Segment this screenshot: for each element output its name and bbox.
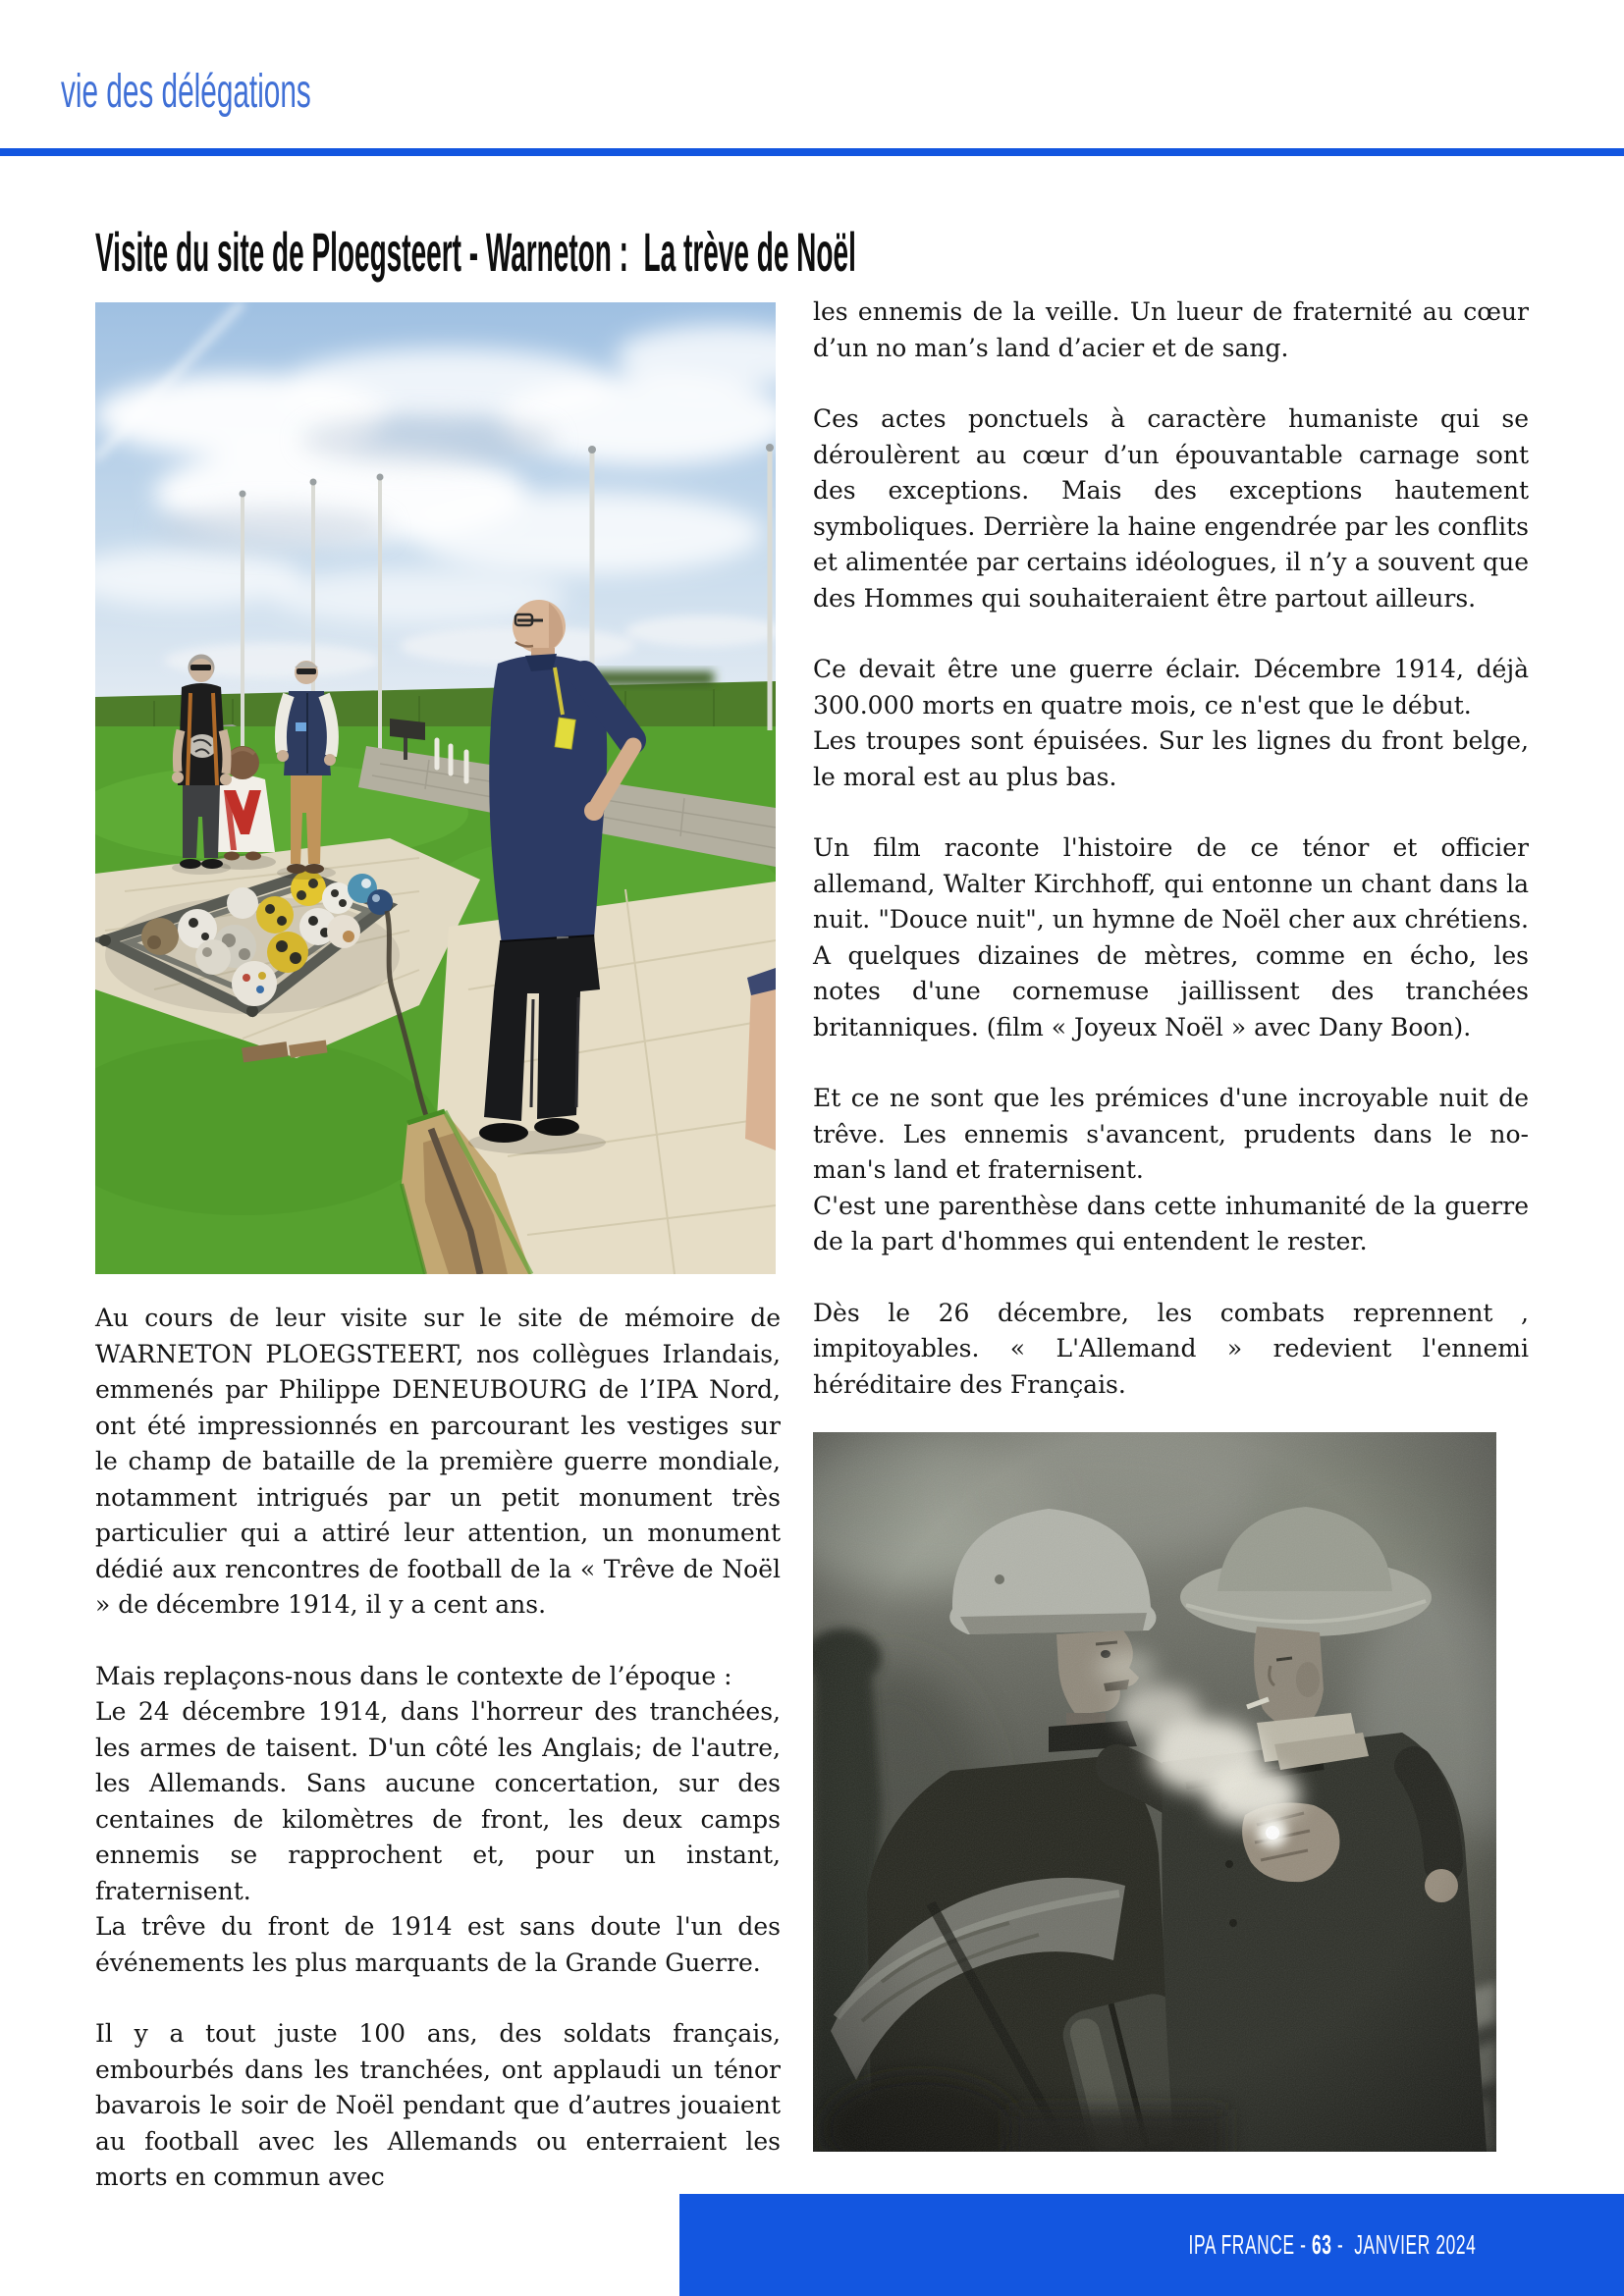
paragraph-line: Le 24 décembre 1914, dans l'horreur des tranchées, les armes de taisent. D'un côté les Anglais; de l'autre, les Allemands. Sans aucune concertation, sur des centaines de kilomètres de front, les deux camps ennemis se rapprochent et, pour un instant, fraternisent. bbox=[95, 1697, 781, 1905]
article-title-text: Visite du site de Ploegsteert - Warneton : La trève de Noël bbox=[95, 221, 856, 283]
footer-bar bbox=[679, 2194, 1624, 2296]
soldiers-photo-art bbox=[813, 1432, 1496, 2152]
paragraph bbox=[813, 652, 1529, 795]
paragraph bbox=[813, 1296, 1529, 1404]
paragraph-line: Un film raconte l'histoire de ce ténor et officier allemand, Walter Kirchhoff, qui entonne un chant dans la nuit. "Douce nuit", un hymne de Noël cher aux chrétiens. A quelques dizaines de mètres, comme en écho, les notes d'une cornemuse jaillissent des tranchées britanniques. (film « Joyeux Noël » avec Dany Boon). bbox=[813, 833, 1529, 1041]
memorial-photo-art bbox=[95, 302, 776, 1274]
footer-text bbox=[1188, 2229, 1476, 2261]
paragraph-line: Il y a tout juste 100 ans, des soldats français, embourbés dans les tranchées, ont applaudi un ténor bavarois le soir de Noël pendant que d’autres jouaient au football avec les Allemands ou enterraient les morts en commun avec bbox=[95, 2019, 781, 2191]
paragraph bbox=[95, 2016, 781, 2196]
footer-issue-number: 63 bbox=[1311, 2229, 1332, 2260]
article-title bbox=[95, 220, 1617, 284]
footer-date: - JANVIER 2024 bbox=[1331, 2229, 1476, 2260]
left-column-paragraphs bbox=[95, 1301, 781, 2196]
paragraph bbox=[813, 294, 1529, 366]
footer-magazine-name: IPA FRANCE - bbox=[1188, 2229, 1312, 2260]
paragraph-line: Dès le 26 décembre, les combats reprennent , impitoyables. « L'Allemand » redevient l'ennemi héréditaire des Français. bbox=[813, 1298, 1529, 1399]
paragraph bbox=[813, 830, 1529, 1045]
paragraph-line: les ennemis de la veille. Un lueur de fraternité au cœur d’un no man’s land d’acier et de sang. bbox=[813, 297, 1529, 362]
right-column-paragraphs bbox=[813, 294, 1529, 1403]
paragraph-line: C'est une parenthèse dans cette inhumanité de la guerre de la part d'hommes qui entendent le rester. bbox=[813, 1191, 1529, 1255]
memorial-photo bbox=[95, 302, 776, 1274]
section-rule bbox=[0, 148, 1624, 156]
left-column bbox=[95, 1301, 781, 2196]
section-label-text: vie des délégations bbox=[61, 66, 311, 118]
soldiers-photo bbox=[813, 1432, 1496, 2152]
paragraph-line: Mais replaçons-nous dans le contexte de l’époque : bbox=[95, 1661, 732, 1690]
paragraph bbox=[95, 1301, 781, 1624]
paragraph bbox=[813, 1081, 1529, 1260]
film-grain bbox=[813, 1432, 1496, 2152]
section-label bbox=[61, 65, 464, 119]
paragraph bbox=[813, 401, 1529, 616]
paragraph-line: Ces actes ponctuels à caractère humaniste qui se déroulèrent au cœur d’un épouvantable carnage sont des exceptions. Mais des exceptions hautement symboliques. Derrière la haine engendrée par les conflits et alimentée par certains idéologues, il n’y a souvent que des Hommes qui souhaiteraient être partout ailleurs. bbox=[813, 404, 1529, 613]
paragraph-line: Les troupes sont épuisées. Sur les lignes du front belge, le moral est au plus bas. bbox=[813, 726, 1529, 791]
paragraph-line: La trêve du front de 1914 est sans doute l'un des événements les plus marquants de la Grande Guerre. bbox=[95, 1912, 781, 1977]
right-column bbox=[813, 294, 1529, 2152]
paragraph-line: Au cours de leur visite sur le site de mémoire de WARNETON PLOEGSTEERT, nos collègues Irlandais, emmenés par Philippe DENEUBOURG de l’IPA Nord, ont été impressionnés en parcourant les vestiges sur le champ de bataille de la première guerre mondiale, notamment intrigués par un petit monument très particulier qui a attiré leur attention, un monument dédié aux rencontres de football de la « Trêve de Noël » de décembre 1914, il y a cent ans. bbox=[95, 1304, 781, 1619]
paragraph bbox=[95, 1659, 781, 1982]
paragraph-line: Ce devait être une guerre éclair. Décembre 1914, déjà 300.000 morts en quatre mois, ce n'est que le début. bbox=[813, 655, 1529, 720]
paragraph-line: Et ce ne sont que les prémices d'une incroyable nuit de trêve. Les ennemis s'avancent, prudents dans le no-man's land et fraternisent. bbox=[813, 1084, 1529, 1184]
